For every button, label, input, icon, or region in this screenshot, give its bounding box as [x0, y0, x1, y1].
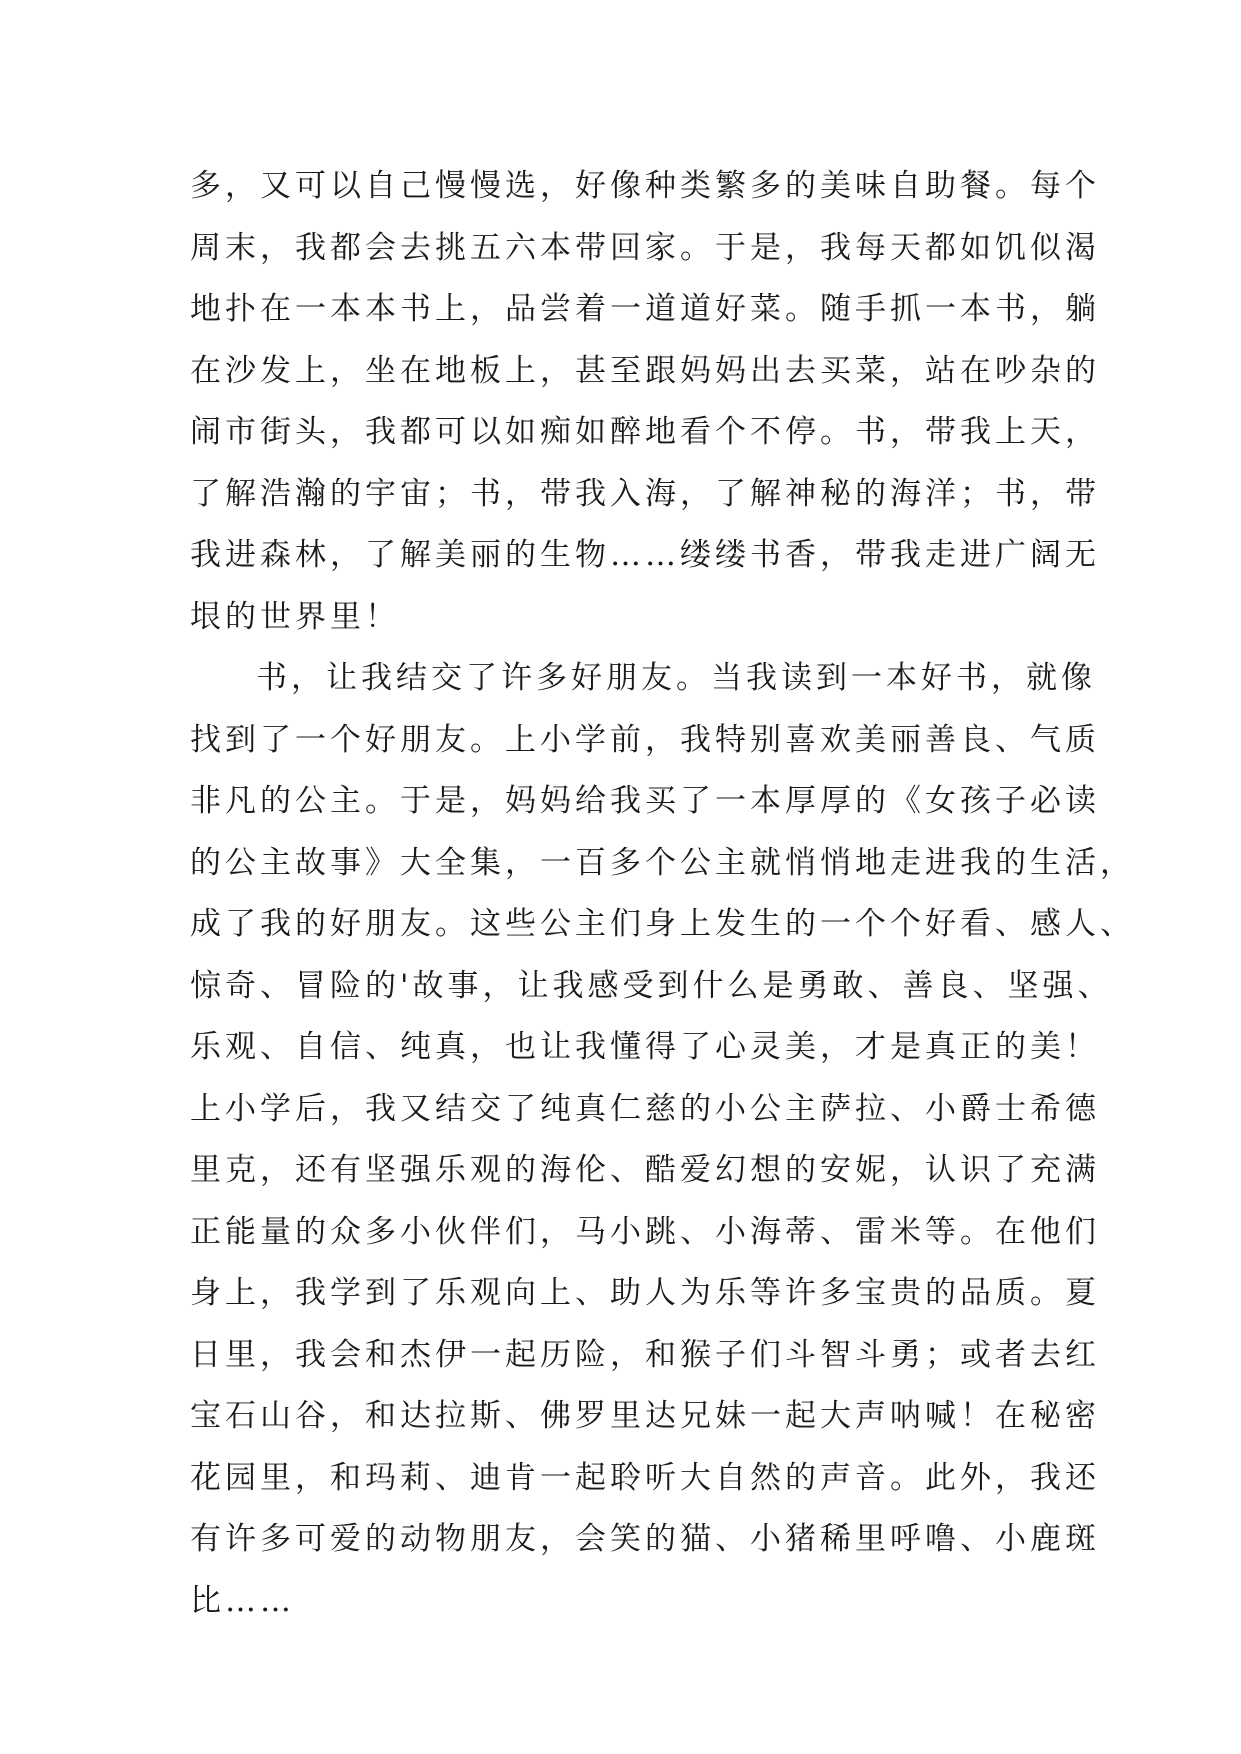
text-line: 地扑在一本本书上，品尝着一道道好菜。随手抓一本书，躺 — [190, 291, 1100, 327]
text-line: 里克，还有坚强乐观的海伦、酷爱幻想的安妮，认识了充满 — [190, 1152, 1100, 1188]
text-line: 比…… — [190, 1582, 295, 1619]
paragraph-1 — [190, 156, 1100, 648]
text-line: 花园里，和玛莉、迪肯一起聆听大自然的声音。此外，我还 — [190, 1459, 1100, 1496]
text-line: 上小学后，我又结交了纯真仁慈的小公主萨拉、小爵士希德 — [190, 1090, 1100, 1127]
text-line: 成了我的好朋友。这些公主们身上发生的一个个好看、感人、 — [190, 906, 1135, 942]
text-line: 周末，我都会去挑五六本带回家。于是，我每天都如饥似渴 — [190, 229, 1100, 266]
text-line: 多，又可以自己慢慢选，好像种类繁多的美味自助餐。每个 — [190, 168, 1100, 204]
text-line: 书，让我结交了许多好朋友。当我读到一本好书，就像 — [256, 660, 1096, 696]
text-line: 正能量的众多小伙伴们，马小跳、小海蒂、雷米等。在他们 — [190, 1213, 1100, 1250]
text-line: 惊奇、冒险的'故事，让我感受到什么是勇敢、善良、坚强、 — [190, 967, 1113, 1004]
text-line: 宝石山谷，和达拉斯、佛罗里达兄妹一起大声呐喊！在秘密 — [190, 1398, 1100, 1434]
paragraph-2 — [190, 648, 1135, 1632]
text-line: 日里，我会和杰伊一起历险，和猴子们斗智斗勇；或者去红 — [190, 1336, 1100, 1373]
text-line: 垠的世界里！ — [190, 598, 400, 635]
text-line: 在沙发上，坐在地板上，甚至跟妈妈出去买菜，站在吵杂的 — [190, 352, 1100, 389]
text-line: 闹市街头，我都可以如痴如醉地看个不停。书，带我上天， — [190, 414, 1100, 450]
text-line: 了解浩瀚的宇宙；书，带我入海，了解神秘的海洋；书，带 — [190, 475, 1100, 512]
text-line: 乐观、自信、纯真，也让我懂得了心灵美，才是真正的美！ — [190, 1029, 1100, 1065]
text-line: 身上，我学到了乐观向上、助人为乐等许多宝贵的品质。夏 — [190, 1275, 1100, 1311]
text-line: 的公主故事》大全集，一百多个公主就悄悄地走进我的生活， — [190, 844, 1135, 881]
text-line: 有许多可爱的动物朋友，会笑的猫、小猪稀里呼噜、小鹿斑 — [190, 1521, 1100, 1557]
text-line: 找到了一个好朋友。上小学前，我特别喜欢美丽善良、气质 — [190, 721, 1100, 758]
body-text — [190, 156, 1135, 1632]
text-line: 我进森林，了解美丽的生物……缕缕书香，带我走进广阔无 — [190, 537, 1100, 573]
text-line: 非凡的公主。于是，妈妈给我买了一本厚厚的《女孩子必读 — [190, 783, 1100, 819]
